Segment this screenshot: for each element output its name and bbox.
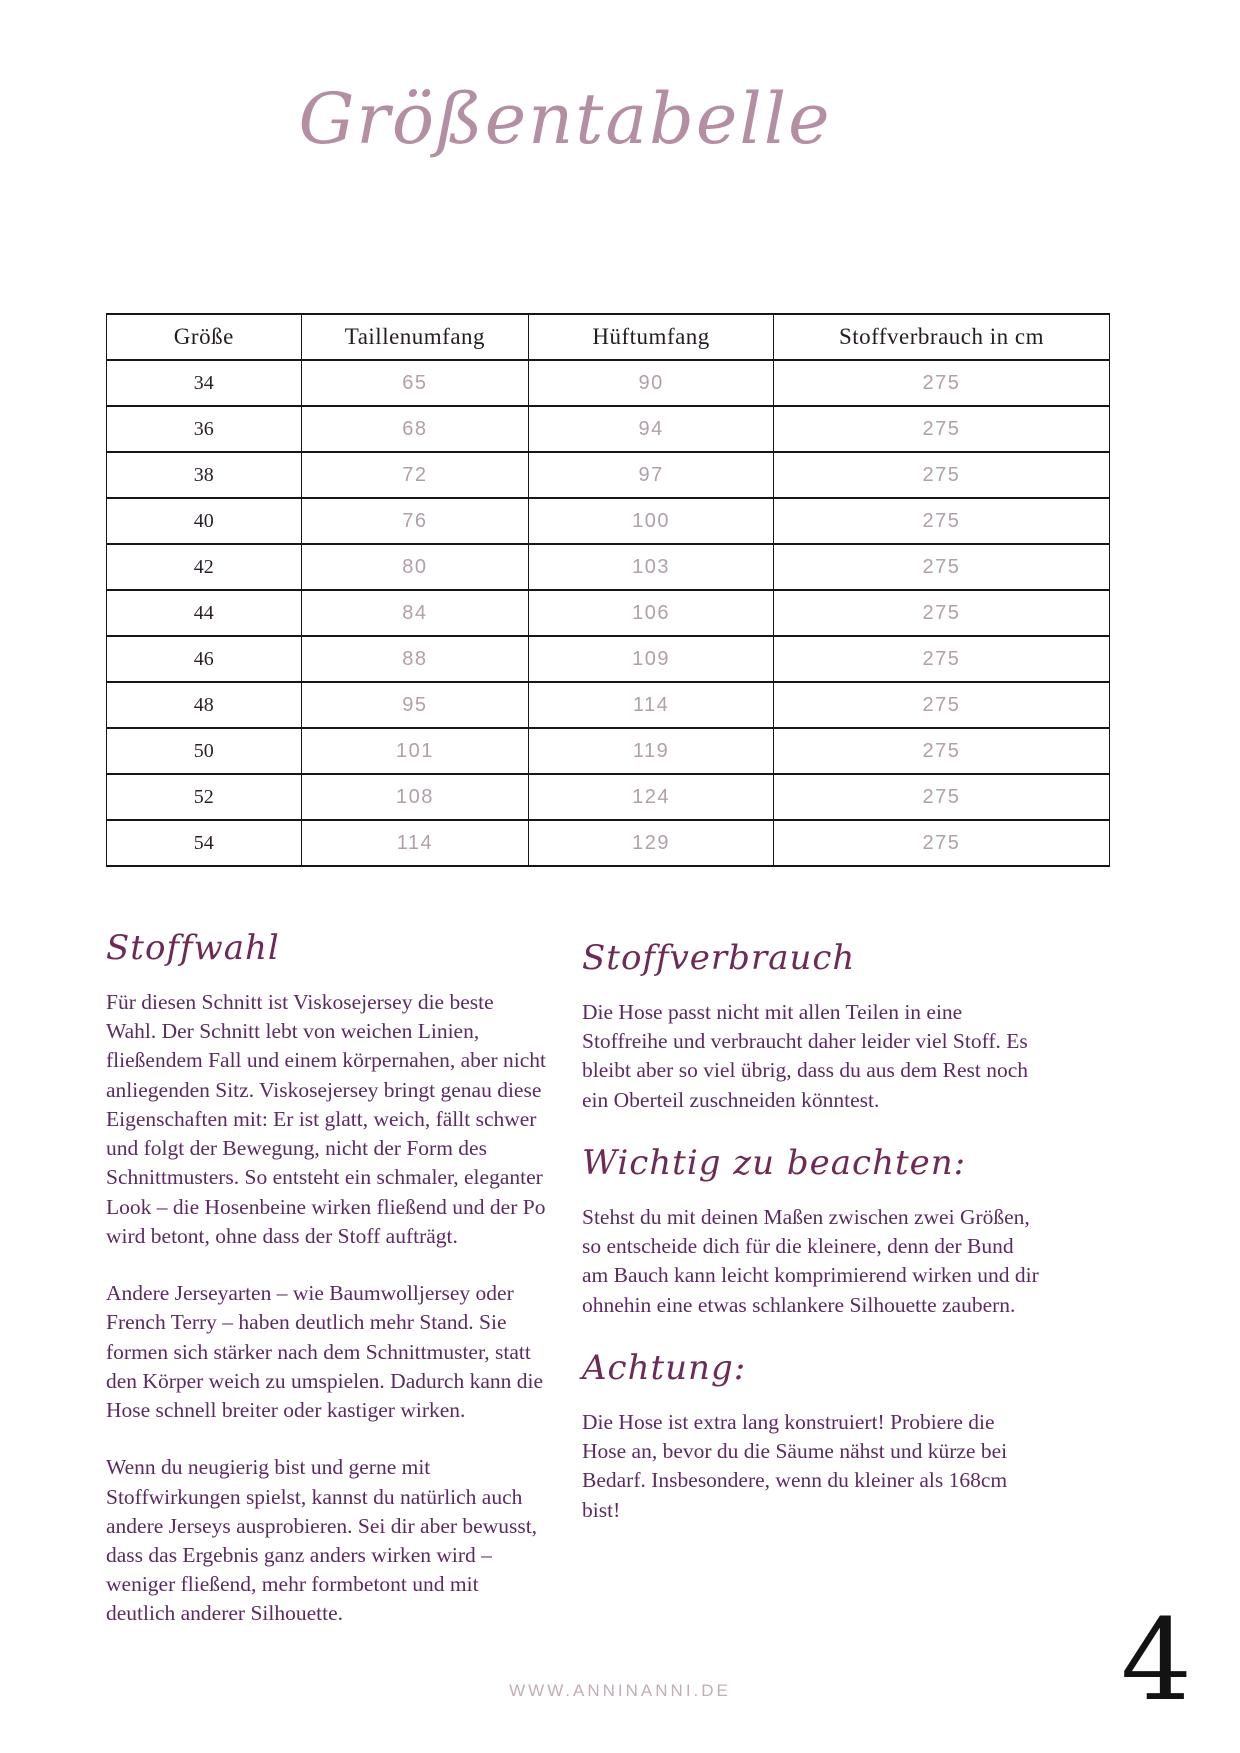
waist-cell: 88 — [301, 636, 529, 682]
waist-cell: 95 — [301, 682, 529, 728]
section-heading-achtung: Achtung: — [582, 1347, 747, 1388]
waist-cell: 108 — [301, 774, 529, 820]
header-fabric: Stoffverbrauch in cm — [773, 314, 1109, 360]
section-heading-stoffverbrauch: Stoffverbrauch — [582, 938, 856, 978]
size-cell: 42 — [107, 544, 302, 590]
section-stoffverbrauch — [582, 938, 1044, 1115]
table-header-row — [107, 314, 1110, 360]
table-row — [107, 820, 1110, 866]
text-area — [106, 928, 1044, 1657]
size-cell: 38 — [107, 452, 302, 498]
table-row — [107, 682, 1110, 728]
hip-cell: 109 — [529, 636, 774, 682]
table-row — [107, 360, 1110, 406]
fabric-cell: 275 — [773, 544, 1109, 590]
header-waist: Taillenumfang — [301, 314, 529, 360]
fabric-cell: 275 — [773, 682, 1109, 728]
header-size: Größe — [107, 314, 302, 360]
section-achtung — [582, 1348, 1044, 1525]
waist-cell: 68 — [301, 406, 529, 452]
fabric-cell: 275 — [773, 820, 1109, 866]
table-row — [107, 728, 1110, 774]
table-row — [107, 406, 1110, 452]
section-wichtig — [582, 1143, 1044, 1320]
title-wrap — [0, 78, 1130, 160]
hip-cell: 119 — [529, 728, 774, 774]
hip-cell: 124 — [529, 774, 774, 820]
size-cell: 54 — [107, 820, 302, 866]
paragraph-size-advice: Stehst du mit deinen Maßen zwischen zwei Größen, so entscheide dich für die kleinere, denn der Bund am Bauch kann leicht komprimierend wirken und dir ohnehin eine etwas schlankere Silhouette zaubern. — [582, 1204, 1039, 1317]
size-cell: 48 — [107, 682, 302, 728]
section-heading-stoffwahl: Stoffwahl — [106, 928, 280, 968]
table-row — [107, 498, 1110, 544]
waist-cell: 72 — [301, 452, 529, 498]
fabric-cell: 275 — [773, 636, 1109, 682]
waist-cell: 76 — [301, 498, 529, 544]
size-cell: 46 — [107, 636, 302, 682]
size-cell: 50 — [107, 728, 302, 774]
paragraph-fabric-usage: Die Hose passt nicht mit allen Teilen in eine Stoffreihe und verbraucht daher leider viel Stoff. Es bleibt aber so viel übrig, dass du aus dem Rest noch ein Oberteil zuschneiden könntest. — [582, 1000, 1029, 1112]
paragraph-fabric-choice-2: Andere Jerseyarten – wie Baumwolljersey oder French Terry – haben deutlich mehr Stand. Sie formen sich stärker nach dem Schnittmuster, statt den Körper weich zu umspielen. Dadurch kann die Hose schnell breiter oder kastiger wirken. — [106, 1281, 544, 1423]
page-number: 4 — [1120, 1596, 1192, 1726]
hip-cell: 90 — [529, 360, 774, 406]
hip-cell: 94 — [529, 406, 774, 452]
fabric-cell: 275 — [773, 590, 1109, 636]
waist-cell: 84 — [301, 590, 529, 636]
hip-cell: 106 — [529, 590, 774, 636]
page-title: Größentabelle — [298, 78, 832, 160]
hip-cell: 114 — [529, 682, 774, 728]
size-table — [106, 313, 1110, 867]
paragraph-length-warning: Die Hose ist extra lang konstruiert! Probiere die Hose an, bevor du die Säume nähst und kürze bei Bedarf. Insbesondere, wenn du kleiner als 168cm bist! — [582, 1409, 1008, 1522]
table-row — [107, 544, 1110, 590]
table-row — [107, 452, 1110, 498]
fabric-cell: 275 — [773, 728, 1109, 774]
fabric-cell: 275 — [773, 774, 1109, 820]
hip-cell: 97 — [529, 452, 774, 498]
size-cell: 52 — [107, 774, 302, 820]
size-cell: 34 — [107, 360, 302, 406]
header-hip: Hüftumfang — [529, 314, 774, 360]
hip-cell: 103 — [529, 544, 774, 590]
fabric-cell: 275 — [773, 360, 1109, 406]
size-cell: 44 — [107, 590, 302, 636]
fabric-cell: 275 — [773, 452, 1109, 498]
fabric-cell: 275 — [773, 406, 1109, 452]
hip-cell: 100 — [529, 498, 774, 544]
waist-cell: 114 — [301, 820, 529, 866]
footer-url: WWW.ANNINANNI.DE — [509, 1681, 731, 1700]
table-row — [107, 774, 1110, 820]
paragraph-fabric-choice-3: Wenn du neugierig bist und gerne mit Stoffwirkungen spielst, kannst du natürlich auch andere Jerseys ausprobieren. Sei dir aber bewusst, dass das Ergebnis ganz anders wirken wird – weniger fließend, mehr formbetont und mit deutlich anderer Silhouette. — [106, 1455, 538, 1626]
section-heading-wichtig: Wichtig zu beachten: — [582, 1142, 967, 1183]
waist-cell: 65 — [301, 360, 529, 406]
size-cell: 40 — [107, 498, 302, 544]
fabric-cell: 275 — [773, 498, 1109, 544]
right-column — [582, 928, 1044, 1657]
waist-cell: 101 — [301, 728, 529, 774]
paragraph-fabric-choice-1: Für diesen Schnitt ist Viskosejersey die beste Wahl. Der Schnitt lebt von weichen Linien, fließendem Fall und einem körpernahen, aber nicht anliegenden Sitz. Viskosejersey bringt genau diese Eigenschaften mit: Er ist glatt, weich, fällt schwer und folgt der Bewegung, nicht der Form des Schnittmusters. So entsteht ein schmaler, eleganter Look – die Hosenbeine wirken fließend und der Po wird betont, ohne dass der Stoff aufträgt. — [106, 990, 546, 1248]
size-cell: 36 — [107, 406, 302, 452]
left-column — [106, 928, 546, 1657]
waist-cell: 80 — [301, 544, 529, 590]
hip-cell: 129 — [529, 820, 774, 866]
table-row — [107, 636, 1110, 682]
table-row — [107, 590, 1110, 636]
